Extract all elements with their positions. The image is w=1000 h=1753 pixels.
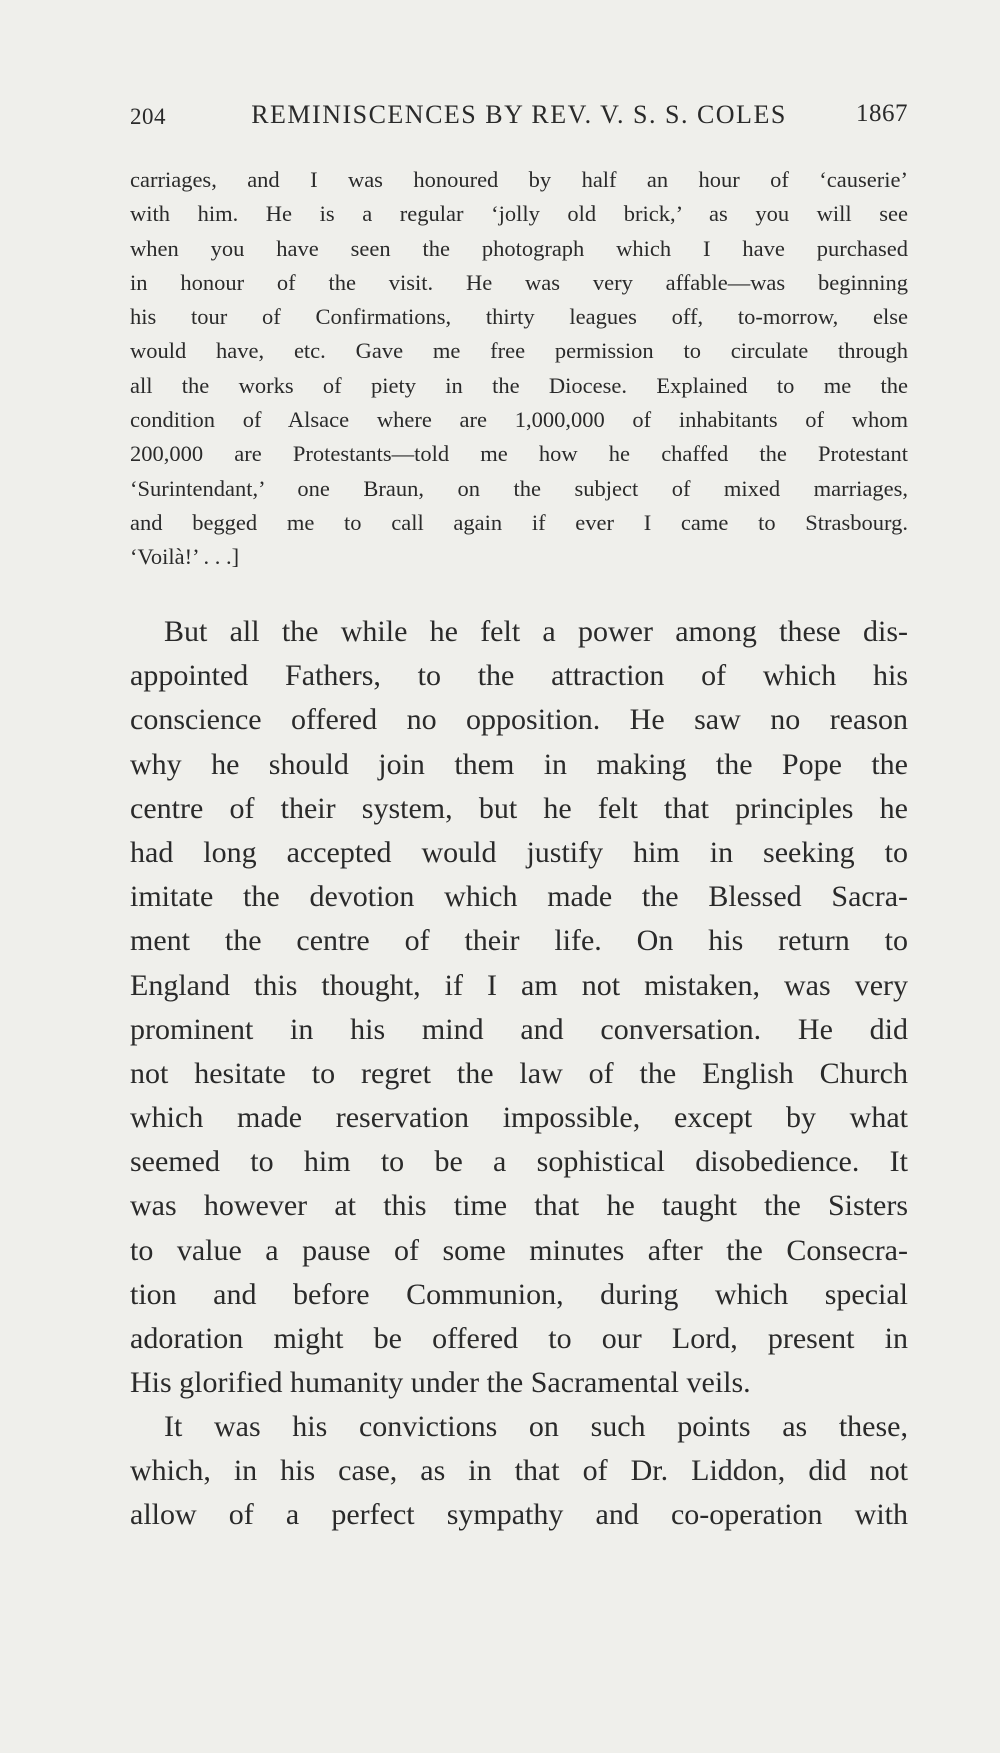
paragraph-2 xyxy=(130,1405,908,1538)
body-line: had long accepted would justify him in seeking to xyxy=(130,835,908,869)
running-head xyxy=(130,100,908,136)
body-line: which, in his case, as in that of Dr. Liddon, did not xyxy=(130,1454,908,1488)
letter-line: in honour of the visit. He was very affable—was beginning xyxy=(130,269,908,295)
running-year: 1867 xyxy=(856,100,908,127)
body-line: prominent in his mind and conversation. He did xyxy=(130,1012,908,1046)
body-line: which made reservation impossible, except by what xyxy=(130,1101,908,1135)
letter-line: carriages, and I was honoured by half an hour of ‘causerie’ xyxy=(130,167,908,192)
body-line: ment the centre of their life. On his return to xyxy=(130,924,908,958)
body-line: His glorified humanity under the Sacramental veils. xyxy=(130,1366,751,1400)
body-line: to value a pause of some minutes after the Consecra- xyxy=(130,1233,908,1267)
body-line: why he should join them in making the Pope the xyxy=(130,747,908,781)
letter-line: and begged me to call again if ever I came to Strasbourg. xyxy=(130,509,908,535)
letter-line: with him. He is a regular ‘jolly old brick,’ as you will see xyxy=(130,201,908,227)
body-line: not hesitate to regret the law of the English Church xyxy=(130,1056,908,1090)
body-line: adoration might be offered to our Lord, present in xyxy=(130,1322,908,1355)
body-line: It was his convictions on such points as these, xyxy=(164,1410,908,1443)
letter-line: ‘Surintendant,’ one Braun, on the subject of mixed marriages, xyxy=(130,475,908,501)
body-line: imitate the devotion which made the Blessed Sacra- xyxy=(130,880,908,914)
letter-line: would have, etc. Gave me free permission to circulate through xyxy=(130,338,908,364)
running-title: REMINISCENCES BY REV. V. S. S. COLES xyxy=(251,100,787,129)
body-line: seemed to him to be a sophistical disobedience. It xyxy=(130,1145,908,1179)
letter-line: when you have seen the photograph which I have purchased xyxy=(130,235,908,261)
letter-line: ‘Voilà!’ . . .] xyxy=(130,544,240,570)
body-line: conscience offered no opposition. He saw no reason xyxy=(130,703,908,737)
letter-line: condition of Alsace where are 1,000,000 of inhabitants of whom xyxy=(130,407,908,433)
page-number: 204 xyxy=(130,104,166,129)
body-line: centre of their system, but he felt that principles he xyxy=(130,791,908,825)
body-line: allow of a perfect sympathy and co-operation with xyxy=(130,1498,908,1532)
letter-line: his tour of Confirmations, thirty leagues off, to-morrow, else xyxy=(130,304,908,330)
body-line: England this thought, if I am not mistaken, was very xyxy=(130,968,908,1002)
letter-line: all the works of piety in the Diocese. Explained to me the xyxy=(130,372,908,398)
letter-line: 200,000 are Protestants—told me how he chaffed the Protestant xyxy=(130,441,908,467)
paragraph-1 xyxy=(130,610,908,1405)
body-line: tion and before Communion, during which special xyxy=(130,1277,908,1311)
body-line: appointed Fathers, to the attraction of which his xyxy=(130,659,908,693)
letter-excerpt xyxy=(130,163,908,575)
body-line: was however at this time that he taught the Sisters xyxy=(130,1189,908,1223)
body-line: But all the while he felt a power among these dis- xyxy=(164,615,908,648)
